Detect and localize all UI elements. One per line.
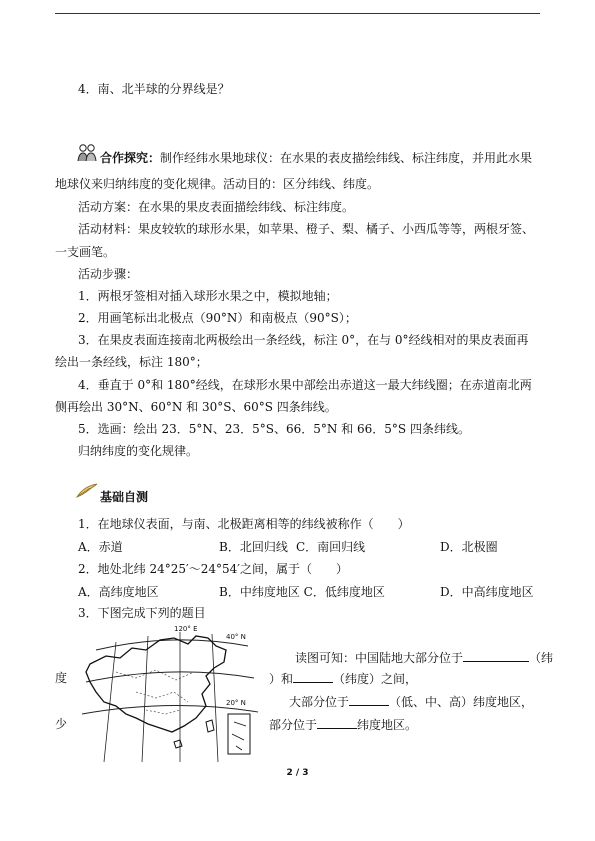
activity-plan: 活动方案：在水果的果皮表面描绘纬线、标注纬度。	[78, 200, 355, 214]
q1-option-d: D．北极圈	[440, 540, 498, 554]
reading-margin-char-1: 度	[55, 671, 68, 685]
map-north-latitude-label: 40° N	[226, 633, 246, 641]
reading-2-prefix: ）和	[269, 672, 294, 686]
question-4: 4．南、北半球的分界线是？	[78, 82, 230, 96]
answer-blank-3[interactable]	[349, 693, 389, 706]
answer-blank-1[interactable]	[463, 649, 529, 662]
reading-line-4	[269, 716, 417, 733]
reading-line-1	[295, 649, 553, 666]
reading-line-3	[289, 693, 533, 710]
reading-1-prefix: 读图可知：中国陆地大部分位于	[295, 651, 464, 665]
basics-title: 基础自测	[100, 490, 149, 504]
basics-q2: 2．地处北纬 24°25′～24°54′之间，属于（ ）	[78, 562, 348, 576]
activity-summary: 归纳纬度的变化规律。	[78, 444, 199, 458]
activity-step-1: 1．两根牙签相对插入球形水果之中，模拟地轴；	[78, 289, 338, 303]
answer-blank-2[interactable]	[293, 670, 333, 683]
basics-q3: 3．下图完成下列的题目	[78, 606, 206, 620]
explore-title: 合作探究：	[100, 151, 161, 165]
reading-1-suffix: （纬	[529, 651, 554, 665]
q2-option-a: A．高纬度地区	[78, 585, 159, 599]
reading-4-suffix: 纬度地区。	[357, 718, 418, 732]
map-top-longitude-label: 120° E	[174, 625, 198, 633]
basics-q1: 1．在地球仪表面，与南、北极距离相等的纬线被称作（ ）	[78, 517, 410, 531]
reading-margin-char-2: 少	[55, 717, 68, 731]
activity-step-4b: 侧再绘出 30°N、60°N 和 30°S、60°S 四条纬线。	[55, 400, 337, 414]
q1-option-a: A．赤道	[78, 540, 123, 554]
page-number: 2 / 3	[286, 768, 309, 778]
explore-intro-2: 地球仪来归纳纬度的变化规律。活动目的：区分纬线、纬度。	[55, 177, 380, 191]
reading-3-suffix: （低、中、高）纬度地区，	[389, 695, 534, 709]
cooperation-people-icon	[76, 143, 98, 167]
activity-materials-2: 一支画笔。	[55, 245, 116, 259]
reading-line-2	[269, 670, 417, 687]
explore-intro-1: 制作经纬水果地球仪：在水果的表皮描绘纬线、标注纬度，并用此水果	[160, 151, 533, 165]
activity-step-4a: 4．垂直于 0°和 180°经线，在球形水果中部绘出赤道这一最大纬线圈；在赤道南北两	[78, 378, 532, 392]
q2-option-bc: B．中纬度地区 C．低纬度地区	[219, 585, 385, 599]
answer-blank-4[interactable]	[317, 716, 357, 729]
activity-step-3b: 绘出一条经线，标注 180°；	[55, 355, 208, 369]
reading-2-suffix: （纬度）之间，	[333, 672, 418, 686]
activity-step-3a: 3．在果皮表面连接南北两极绘出一条经线，标注 0°，在与 0°经线相对的果皮表面再	[78, 333, 529, 347]
reading-4-prefix: 部分位于	[269, 718, 318, 732]
activity-step-5: 5．选画：绘出 23．5°N、23．5°S、66．5°N 和 66．5°S 四条纬线。	[78, 422, 470, 436]
reading-3-prefix: 大部分位于	[289, 695, 350, 709]
q2-option-d: D．中高纬度地区	[440, 585, 534, 599]
q1-option-b: B．北回归线	[219, 540, 288, 554]
quill-pen-icon	[76, 483, 98, 503]
activity-steps-title: 活动步骤：	[78, 267, 139, 281]
activity-step-2: 2．用画笔标出北极点（90°N）和南极点（90°S）；	[78, 311, 357, 325]
header-rule	[55, 13, 540, 14]
activity-materials-1: 活动材料：果皮较软的球形水果，如苹果、橙子、梨、橘子、小西瓜等等，两根牙签、	[78, 222, 535, 236]
map-south-latitude-label: 20° N	[226, 699, 246, 707]
china-map-figure	[76, 622, 268, 772]
explore-line-1	[100, 150, 532, 166]
q1-option-c: C．南回归线	[296, 540, 366, 554]
